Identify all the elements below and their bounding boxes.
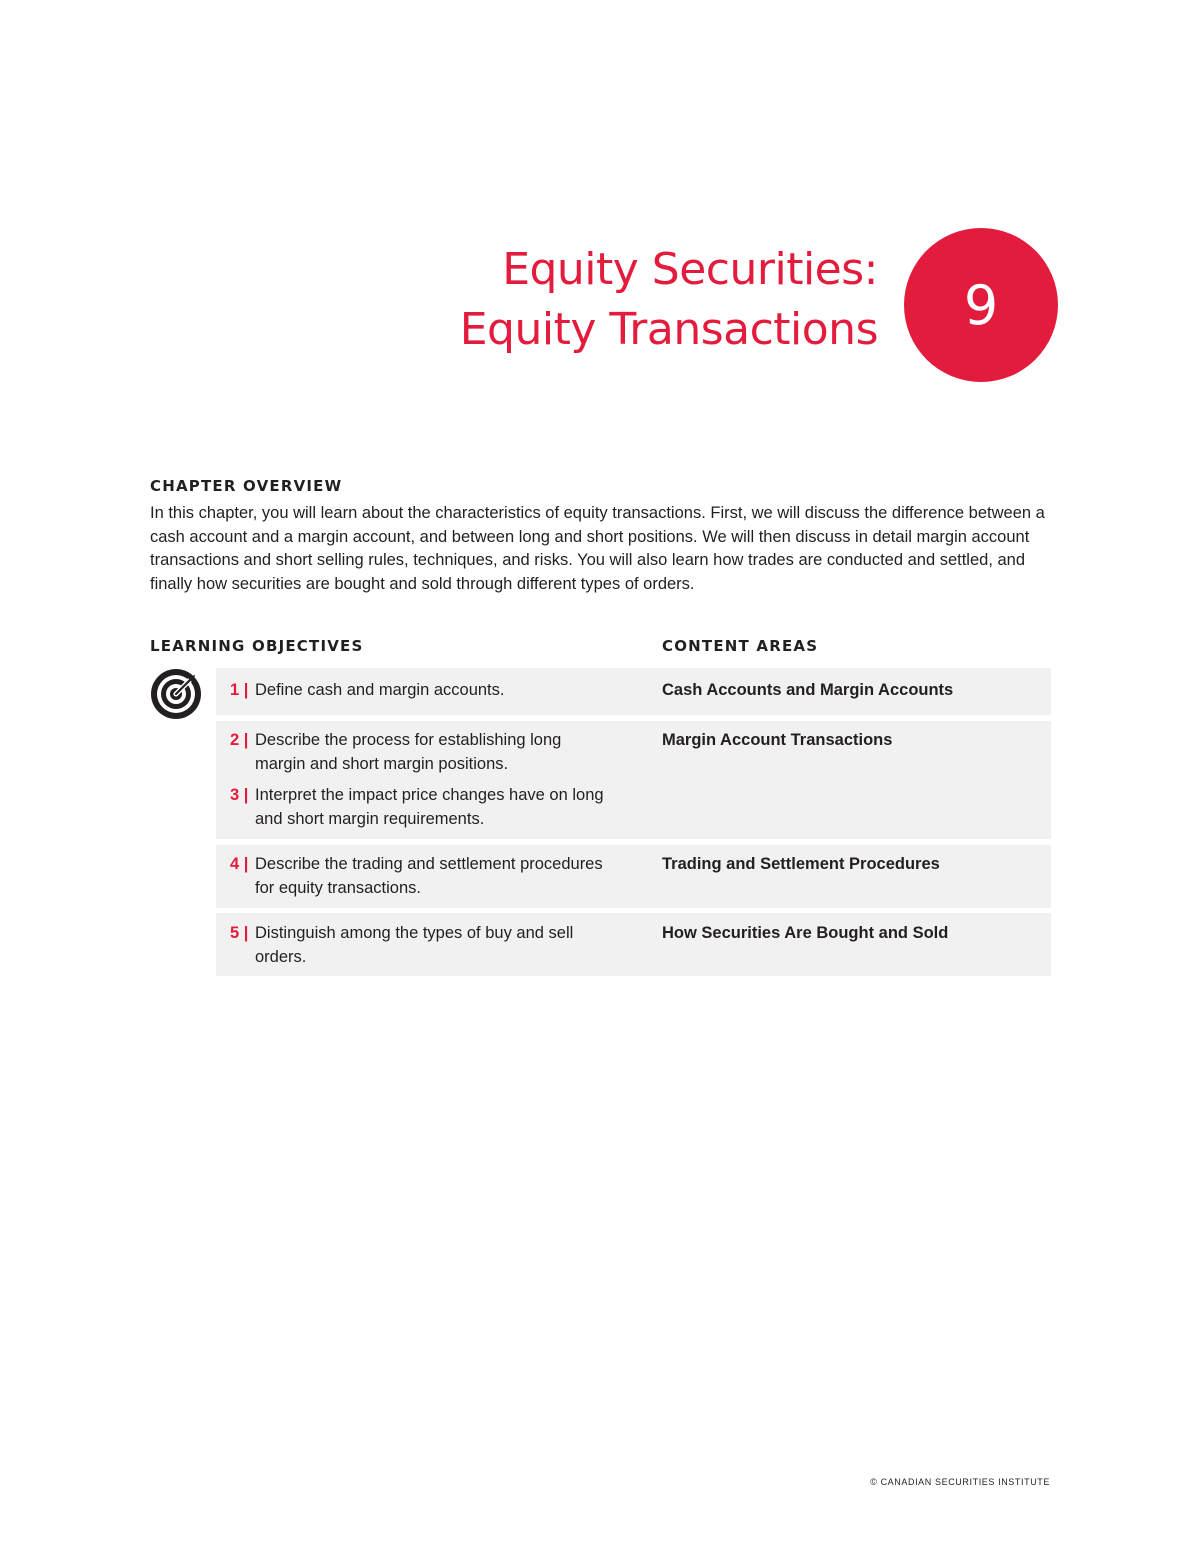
chapter-overview-text: In this chapter, you will learn about the characteristics of equity transactions. First, we will discuss the difference between a cash account and a margin account, and between long and short positions. We will then discuss in detail margin account transactions and short selling rules, techniques, and risks. You will also learn how trades are conducted and settled, and finally how securities are bought and sold through different types of orders. — [150, 504, 1045, 593]
copyright-footer: © CANADIAN SECURITIES INSTITUTE — [870, 1477, 1050, 1487]
learning-objectives-heading: LEARNING OBJECTIVES — [150, 637, 364, 655]
objective-number: 1 | — [230, 681, 249, 699]
content-area-label: How Securities Are Bought and Sold — [662, 924, 949, 942]
content-area-label: Trading and Settlement Procedures — [662, 855, 940, 873]
chapter-number-badge: 9 — [904, 228, 1058, 382]
target-icon — [150, 668, 202, 720]
objective-row-4 — [216, 913, 1051, 976]
objective-item-4 — [230, 853, 605, 900]
objective-number: 2 | — [230, 731, 249, 749]
objective-item-5 — [230, 922, 605, 969]
objective-text: Define cash and margin accounts. — [255, 681, 505, 699]
objective-number: 4 | — [230, 855, 249, 873]
content-area-label: Cash Accounts and Margin Accounts — [662, 681, 954, 699]
chapter-title-line-2: Equity Transactions — [459, 304, 878, 355]
content-areas-heading: CONTENT AREAS — [662, 637, 819, 655]
content-area-label: Margin Account Transactions — [662, 731, 893, 749]
objective-row-2 — [216, 721, 1051, 839]
chapter-title — [460, 240, 878, 360]
objective-item-2 — [230, 729, 605, 776]
objective-text: Interpret the impact price changes have on long and short margin requirements. — [255, 786, 604, 828]
chapter-overview-heading: CHAPTER OVERVIEW — [150, 477, 343, 495]
objective-item-3 — [230, 784, 605, 831]
objective-number: 5 | — [230, 924, 249, 942]
objective-row-3 — [216, 845, 1051, 908]
objective-text: Describe the process for establishing long margin and short margin positions. — [255, 731, 562, 773]
objective-row-1 — [216, 668, 1051, 715]
objective-number: 3 | — [230, 786, 249, 804]
objective-item-1 — [230, 679, 605, 703]
chapter-title-line-1: Equity Securities: — [502, 244, 878, 295]
objective-text: Describe the trading and settlement procedures for equity transactions. — [255, 855, 603, 897]
objective-text: Distinguish among the types of buy and sell orders. — [255, 924, 574, 966]
